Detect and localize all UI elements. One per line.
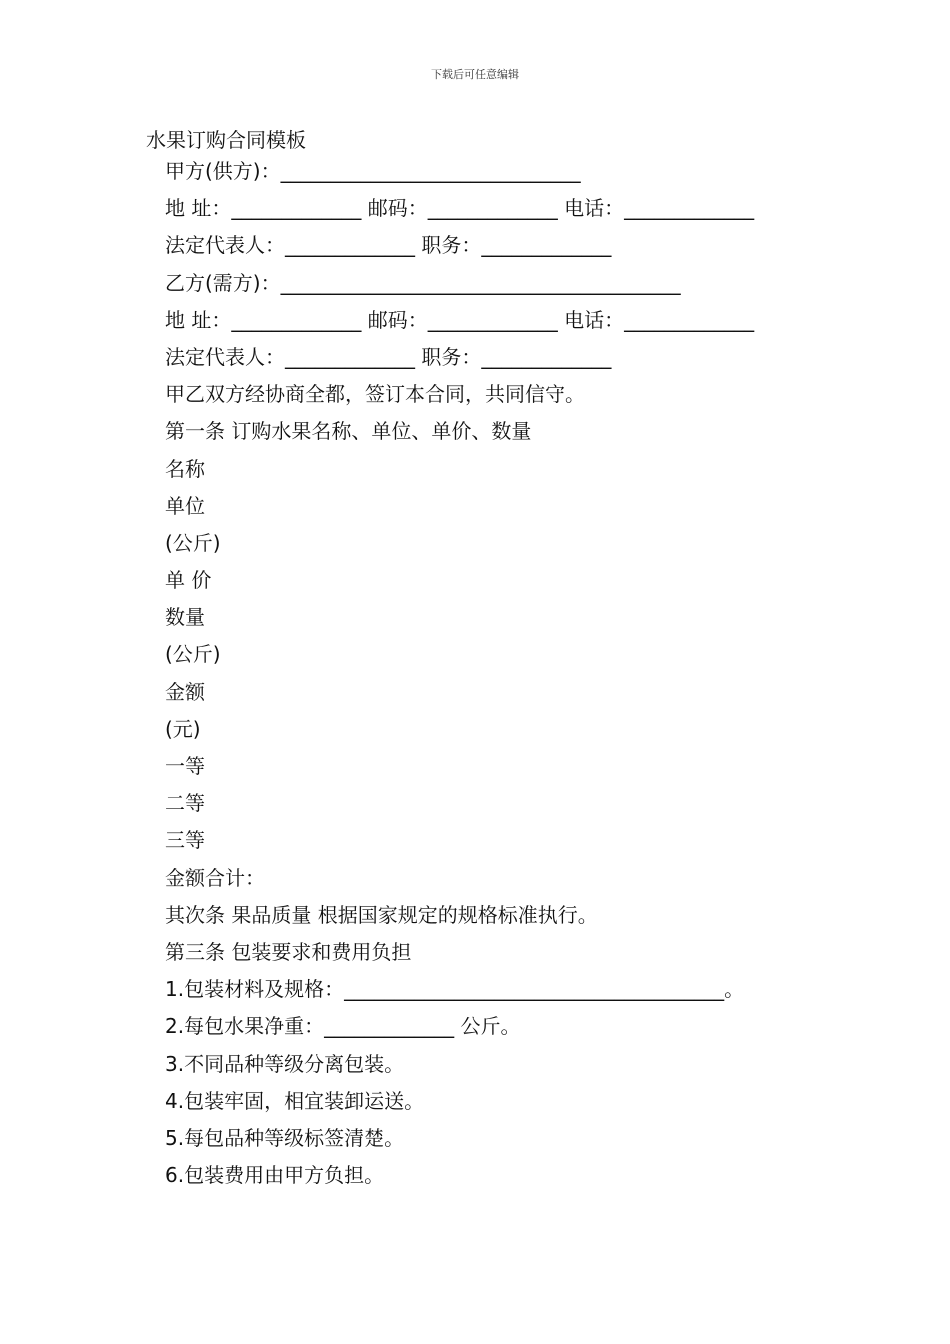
grade-second: 二等 [165,791,205,816]
party-b-address-line: 地 址：_____________ 邮码：_____________ 电话：_____________ [165,307,755,332]
table-header-unit-kg: (公斤) [165,530,221,555]
party-a-line: 甲方(供方)：______________________________ [165,159,581,183]
article-1-heading: 第一条 订购水果名称、单位、单价、数量 [165,419,532,444]
packaging-item-6: 6.包装费用由甲方负担。 [165,1163,385,1188]
amount-total: 金额合计： [165,865,265,890]
packaging-item-2: 2.每包水果净重：_____________ 公斤。 [165,1014,521,1039]
document-body [165,153,754,1194]
page-header: 下载后可任意编辑 [431,68,519,81]
packaging-item-4: 4.包装牢固，相宜装卸运送。 [165,1088,425,1113]
packaging-item-1: 1.包装材料及规格：______________________________________。 [165,977,745,1002]
article-3-heading: 第三条 包装要求和费用负担 [165,939,412,964]
agreement-statement: 甲乙双方经协商全都，签订本合同，共同信守。 [165,382,585,407]
table-header-quantity: 数量 [165,605,205,630]
table-header-name: 名称 [165,456,205,481]
table-header-amount: 金额 [165,679,205,704]
table-header-amount-yuan: (元) [165,716,201,741]
packaging-item-5: 5.每包品种等级标签清楚。 [165,1125,405,1150]
grade-first: 一等 [165,754,205,778]
table-header-unit: 单位 [165,493,205,518]
document-title: 水果订购合同模板 [146,128,306,152]
article-2: 其次条 果品质量 根据国家规定的规格标准执行。 [165,902,598,927]
packaging-item-3: 3.不同品种等级分离包装。 [165,1051,405,1076]
table-header-unit-price: 单 价 [165,568,212,593]
party-b-line: 乙方(需方)：________________________________________ [165,270,681,295]
party-a-address-line: 地 址：_____________ 邮码：_____________ 电话：_____________ [165,196,755,221]
party-b-representative-line: 法定代表人：_____________ 职务：_____________ [165,344,612,369]
table-header-quantity-kg: (公斤) [165,642,221,667]
grade-third: 三等 [165,828,205,853]
party-a-representative-line: 法定代表人：_____________ 职务：_____________ [165,233,612,258]
